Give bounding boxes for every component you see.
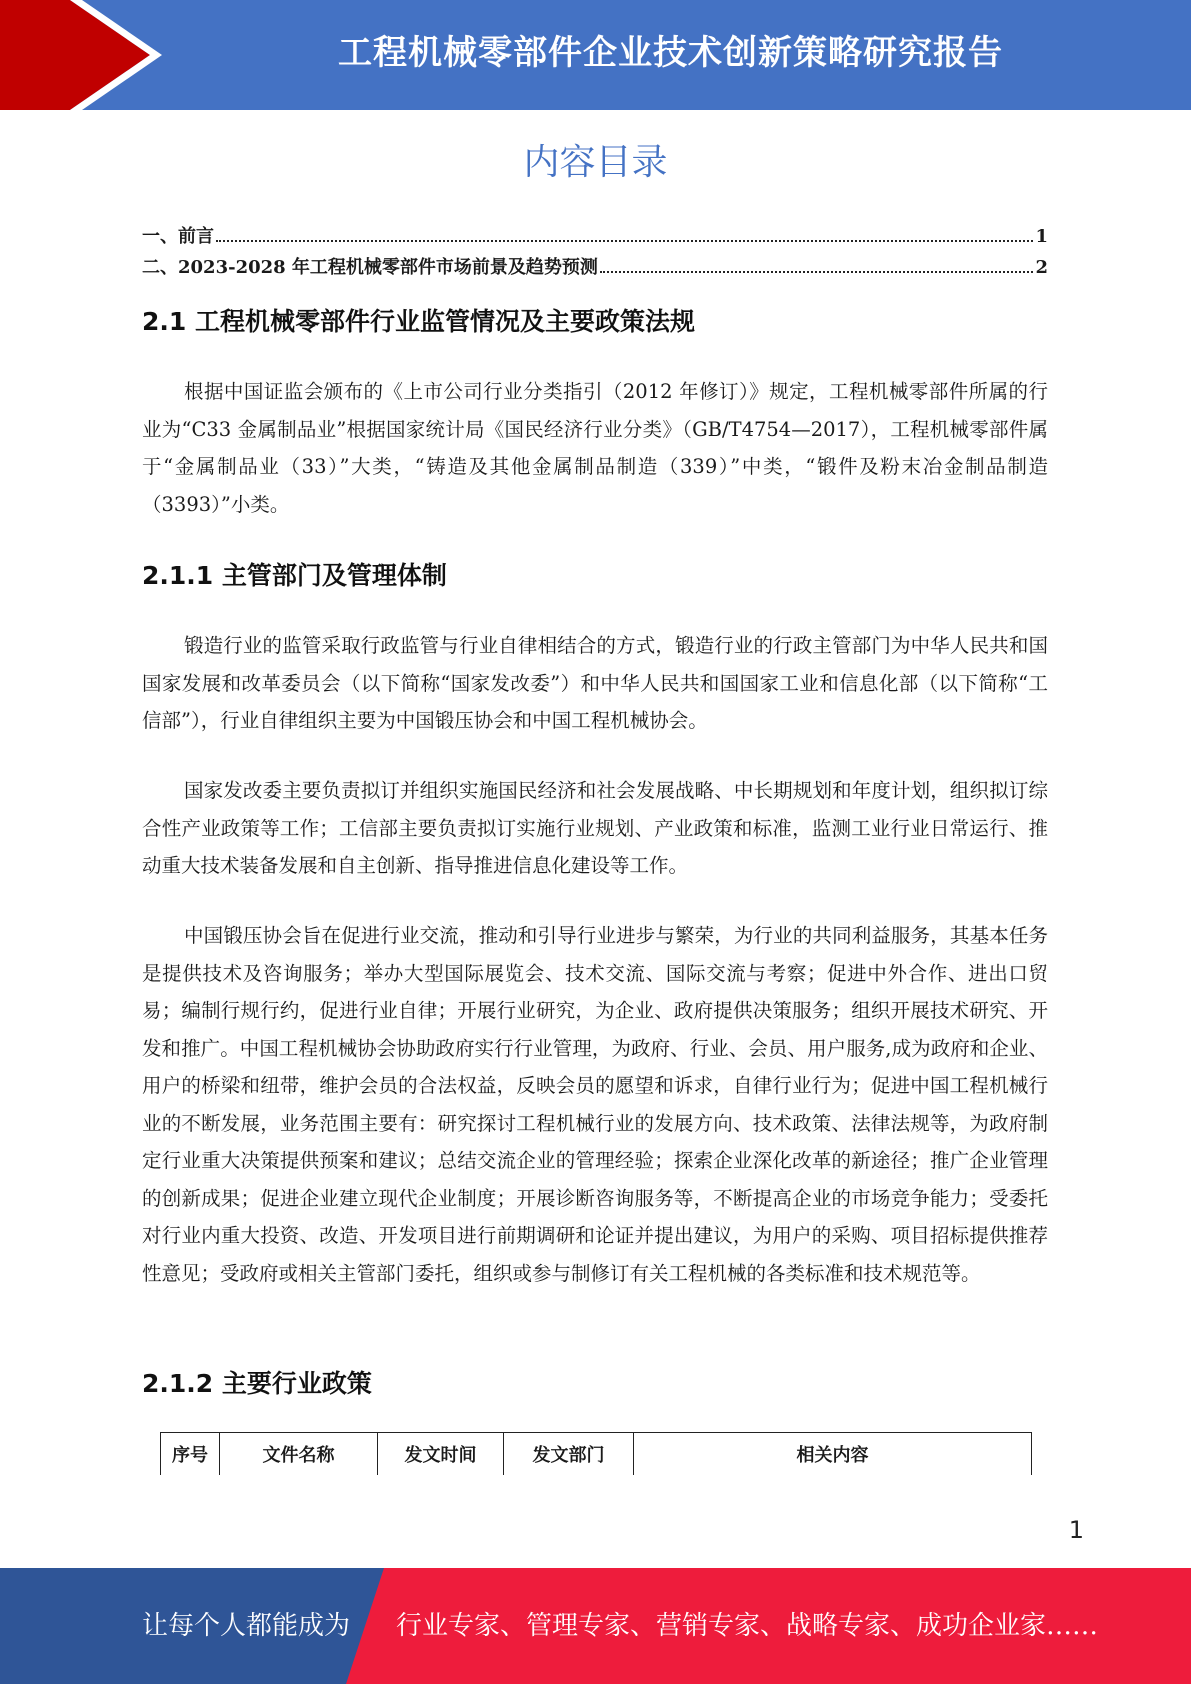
table-header-content: 相关内容 — [796, 1445, 869, 1466]
section-heading-2-1: 2.1 工程机械零部件行业监管情况及主要政策法规 — [142, 307, 695, 336]
toc-leader-dots — [600, 271, 1034, 273]
toc-entry-label: 二、2023-2028 年工程机械零部件市场前景及趋势预测 — [142, 257, 598, 278]
paragraph-regulation: 锻造行业的监管采取行政监管与行业自律相结合的方式，锻造行业的行政主管部门为中华人民共和国国家发展和改革委员会（以下简称“国家发改委”）和中华人民共和国国家工业和信息化部（以下简称“工信部”），行业自律组织主要为中国锻压协会和中国工程机械协会。 — [142, 634, 1048, 732]
toc-entry-label: 一、前言 — [142, 226, 214, 247]
report-title: 工程机械零部件企业技术创新策略研究报告 — [338, 33, 1003, 73]
table-of-contents — [142, 222, 1048, 284]
table-header-issuer: 发文部门 — [504, 1433, 634, 1475]
section-heading-2-1-2: 2.1.2 主要行业政策 — [142, 1369, 372, 1398]
page-number: 1 — [1068, 1516, 1084, 1544]
toc-entry-page: 1 — [1035, 226, 1048, 247]
policy-table-header — [160, 1432, 1032, 1475]
toc-leader-dots — [216, 240, 1033, 242]
header-banner — [0, 0, 1191, 110]
footer-slogan-left: 让每个人都能成为 — [142, 1611, 351, 1641]
footer-banner — [0, 1568, 1191, 1684]
toc-entry[interactable] — [142, 253, 1048, 284]
toc-title: 内容目录 — [523, 142, 668, 183]
paragraph-industry-classification: 根据中国证监会颁布的《上市公司行业分类指引（2012 年修订）》规定，工程机械零部件所属的行业为“C33 金属制品业”根据国家统计局《国民经济行业分类》（GB/T4754—2017），工程机械零部件属于“金属制品业（33）”大类，“铸造及其他金属制品制造（339）”中类，“锻件及粉末冶金制品制造（3393）”小类。 — [142, 380, 1048, 516]
footer-slogan-right: 行业专家、管理专家、营销专家、战略专家、成功企业家…… — [396, 1611, 1099, 1641]
toc-entry-page: 2 — [1035, 257, 1048, 278]
toc-entry[interactable] — [142, 222, 1048, 253]
section-heading-2-1-1: 2.1.1 主管部门及管理体制 — [142, 561, 447, 590]
table-header-index: 序号 — [161, 1433, 220, 1475]
table-header-issue-date: 发文时间 — [378, 1433, 504, 1475]
paragraph-ndrc-miit: 国家发改委主要负责拟订并组织实施国民经济和社会发展战略、中长期规划和年度计划，组织拟订综合性产业政策等工作；工信部主要负责拟订实施行业规划、产业政策和标准，监测工业行业日常运行、推动重大技术装备发展和自主创新、指导推进信息化建设等工作。 — [142, 779, 1048, 877]
paragraph-associations: 中国锻压协会旨在促进行业交流，推动和引导行业进步与繁荣，为行业的共同利益服务，其基本任务是提供技术及咨询服务；举办大型国际展览会、技术交流、国际交流与考察；促进中外合作、进出口贸易；编制行规行约，促进行业自律；开展行业研究，为企业、政府提供决策服务；组织开展技术研究、开发和推广。中国工程机械协会协助政府实行行业管理，为政府、行业、会员、用户服务,成为政府和企业、用户的桥梁和纽带，维护会员的合法权益，反映会员的愿望和诉求，自律行业行为；促进中国工程机械行业的不断发展，业务范围主要有：研究探讨工程机械行业的发展方向、技术政策、法律法规等，为政府制定行业重大决策提供预案和建议；总结交流企业的管理经验；探索企业深化改革的新途径；推广企业管理的创新成果；促进企业建立现代企业制度；开展诊断咨询服务等，不断提高企业的市场竞争能力；受委托对行业内重大投资、改造、开发项目进行前期调研和论证并提出建议，为用户的采购、项目招标提供推荐性意见；受政府或相关主管部门委托，组织或参与制修订有关工程机械的各类标准和技术规范等。 — [142, 924, 1048, 1285]
table-header-doc-name: 文件名称 — [220, 1433, 378, 1475]
